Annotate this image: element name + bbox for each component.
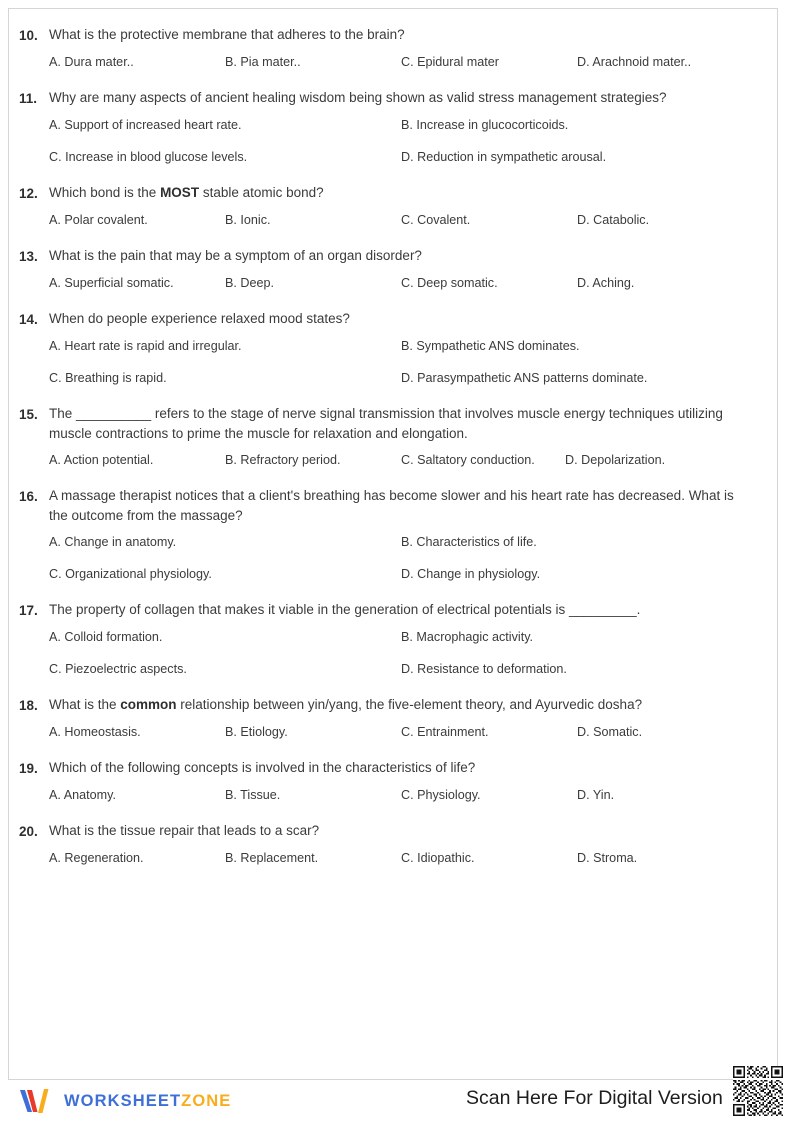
- worksheet-zone-logo-text: [64, 1092, 231, 1111]
- question-text-emphasis: MOST: [160, 185, 200, 200]
- question-number: 15.: [19, 407, 38, 422]
- question-header: [9, 404, 763, 443]
- question-text: What is the pain that may be a symptom of an organ disorder?: [49, 248, 422, 263]
- answer-option[interactable]: A. Regeneration.: [49, 851, 144, 865]
- answer-option[interactable]: C. Covalent.: [401, 213, 471, 227]
- answer-options: [9, 452, 763, 470]
- question-header: [9, 821, 763, 841]
- answer-options: [9, 212, 763, 230]
- answer-option[interactable]: A. Homeostasis.: [49, 725, 141, 739]
- question-header: [9, 600, 763, 620]
- question-text: The property of collagen that makes it viable in the generation of electrical potentials is _________.: [49, 602, 641, 617]
- question-number: 16.: [19, 489, 38, 504]
- answer-option[interactable]: C. Piezoelectric aspects.: [49, 662, 187, 676]
- question-block: [9, 821, 777, 868]
- answer-option[interactable]: C. Increase in blood glucose levels.: [49, 150, 248, 164]
- answer-option[interactable]: B. Tissue.: [225, 788, 281, 802]
- answer-option[interactable]: B. Characteristics of life.: [401, 535, 537, 549]
- answer-options: [9, 850, 763, 868]
- answer-option[interactable]: B. Sympathetic ANS dominates.: [401, 339, 580, 353]
- question-text-emphasis: common: [120, 697, 177, 712]
- question-block: [9, 404, 777, 470]
- answer-options: [9, 54, 763, 72]
- logo-word-worksheet: WORKSHEET: [64, 1091, 182, 1110]
- answer-option[interactable]: A. Dura mater..: [49, 55, 134, 69]
- answer-option[interactable]: A. Action potential.: [49, 453, 154, 467]
- question-header: [9, 88, 763, 108]
- answer-option[interactable]: C. Deep somatic.: [401, 276, 498, 290]
- answer-options: [9, 534, 763, 584]
- answer-option[interactable]: B. Deep.: [225, 276, 275, 290]
- question-number: 12.: [19, 186, 38, 201]
- answer-option[interactable]: A. Heart rate is rapid and irregular.: [49, 339, 242, 353]
- question-block: [9, 486, 777, 584]
- question-number: 13.: [19, 249, 38, 264]
- answer-option[interactable]: D. Stroma.: [577, 851, 638, 865]
- answer-option[interactable]: B. Replacement.: [225, 851, 319, 865]
- question-block: [9, 600, 777, 679]
- logo-word-zone: ZONE: [181, 1091, 232, 1110]
- question-text: The __________ refers to the stage of nerve signal transmission that involves muscle energy techniques utilizing muscle contractions to prime the muscle for relaxation and elongation.: [49, 406, 723, 441]
- question-header: [9, 25, 763, 45]
- answer-options: [9, 629, 763, 679]
- answer-option[interactable]: D. Arachnoid mater..: [577, 55, 692, 69]
- question-text: Why are many aspects of ancient healing wisdom being shown as valid stress management strategies?: [49, 90, 667, 105]
- question-number: 18.: [19, 698, 38, 713]
- question-text: What is the tissue repair that leads to a scar?: [49, 823, 320, 838]
- answer-option[interactable]: B. Refractory period.: [225, 453, 341, 467]
- question-header: [9, 309, 763, 329]
- answer-option[interactable]: D. Yin.: [577, 788, 615, 802]
- answer-option[interactable]: D. Reduction in sympathetic arousal.: [401, 150, 607, 164]
- page-footer: [0, 1080, 793, 1122]
- answer-option[interactable]: B. Ionic.: [225, 213, 271, 227]
- answer-option[interactable]: A. Anatomy.: [49, 788, 116, 802]
- question-block: [9, 758, 777, 805]
- question-block: [9, 88, 777, 167]
- answer-options: [9, 787, 763, 805]
- answer-option[interactable]: C. Physiology.: [401, 788, 481, 802]
- answer-option[interactable]: D. Change in physiology.: [401, 567, 541, 581]
- answer-option[interactable]: C. Idiopathic.: [401, 851, 475, 865]
- answer-option[interactable]: D. Depolarization.: [565, 453, 666, 467]
- question-text: What is the protective membrane that adheres to the brain?: [49, 27, 405, 42]
- question-text: [49, 695, 763, 715]
- question-header: [9, 695, 763, 715]
- answer-option[interactable]: C. Entrainment.: [401, 725, 489, 739]
- question-number: 14.: [19, 312, 38, 327]
- question-block: [9, 25, 777, 72]
- question-block: [9, 246, 777, 293]
- answer-options: [9, 275, 763, 293]
- answer-option[interactable]: A. Change in anatomy.: [49, 535, 177, 549]
- question-text: Which of the following concepts is involved in the characteristics of life?: [49, 760, 476, 775]
- answer-option[interactable]: B. Pia mater..: [225, 55, 301, 69]
- question-block: [9, 695, 777, 742]
- question-header: [9, 183, 763, 203]
- qr-code-icon[interactable]: [733, 1066, 783, 1116]
- question-text: A massage therapist notices that a client's breathing has become slower and his heart rate has decreased. What is the outcome from the massage?: [49, 488, 734, 523]
- answer-option[interactable]: D. Aching.: [577, 276, 635, 290]
- answer-option[interactable]: D. Somatic.: [577, 725, 643, 739]
- question-text-part: What is the: [49, 697, 121, 712]
- answer-option[interactable]: A. Support of increased heart rate.: [49, 118, 242, 132]
- answer-option[interactable]: C. Breathing is rapid.: [49, 371, 167, 385]
- question-text-part: relationship between yin/yang, the five-element theory, and Ayurvedic dosha?: [176, 697, 643, 712]
- question-block: [9, 309, 777, 388]
- answer-option[interactable]: D. Catabolic.: [577, 213, 650, 227]
- question-text: When do people experience relaxed mood states?: [49, 311, 350, 326]
- answer-option[interactable]: B. Etiology.: [225, 725, 288, 739]
- question-header: [9, 758, 763, 778]
- answer-options: [9, 117, 763, 167]
- answer-option[interactable]: B. Macrophagic activity.: [401, 630, 534, 644]
- question-number: 20.: [19, 824, 38, 839]
- answer-options: [9, 338, 763, 388]
- answer-option[interactable]: D. Resistance to deformation.: [401, 662, 567, 676]
- answer-option[interactable]: B. Increase in glucocorticoids.: [401, 118, 569, 132]
- answer-option[interactable]: C. Saltatory conduction.: [401, 453, 535, 467]
- answer-option[interactable]: A. Polar covalent.: [49, 213, 148, 227]
- question-text: [49, 183, 763, 203]
- question-text-part: Which bond is the: [49, 185, 161, 200]
- question-text-part: stable atomic bond?: [199, 185, 324, 200]
- answer-option[interactable]: D. Parasympathetic ANS patterns dominate.: [401, 371, 648, 385]
- worksheet-zone-logo[interactable]: [18, 1086, 231, 1116]
- question-number: 10.: [19, 28, 38, 43]
- answer-option[interactable]: C. Epidural mater: [401, 55, 499, 69]
- question-header: [9, 246, 763, 266]
- answer-option[interactable]: A. Colloid formation.: [49, 630, 163, 644]
- answer-options: [9, 724, 763, 742]
- question-header: [9, 486, 763, 525]
- questions-container: [8, 8, 778, 1080]
- answer-option[interactable]: C. Organizational physiology.: [49, 567, 212, 581]
- answer-option[interactable]: A. Superficial somatic.: [49, 276, 174, 290]
- question-number: 17.: [19, 603, 38, 618]
- scan-here-text: Scan Here For Digital Version: [466, 1087, 723, 1109]
- question-number: 19.: [19, 761, 38, 776]
- question-number: 11.: [19, 91, 38, 106]
- worksheet-zone-logo-icon: [18, 1087, 56, 1115]
- question-block: [9, 183, 777, 230]
